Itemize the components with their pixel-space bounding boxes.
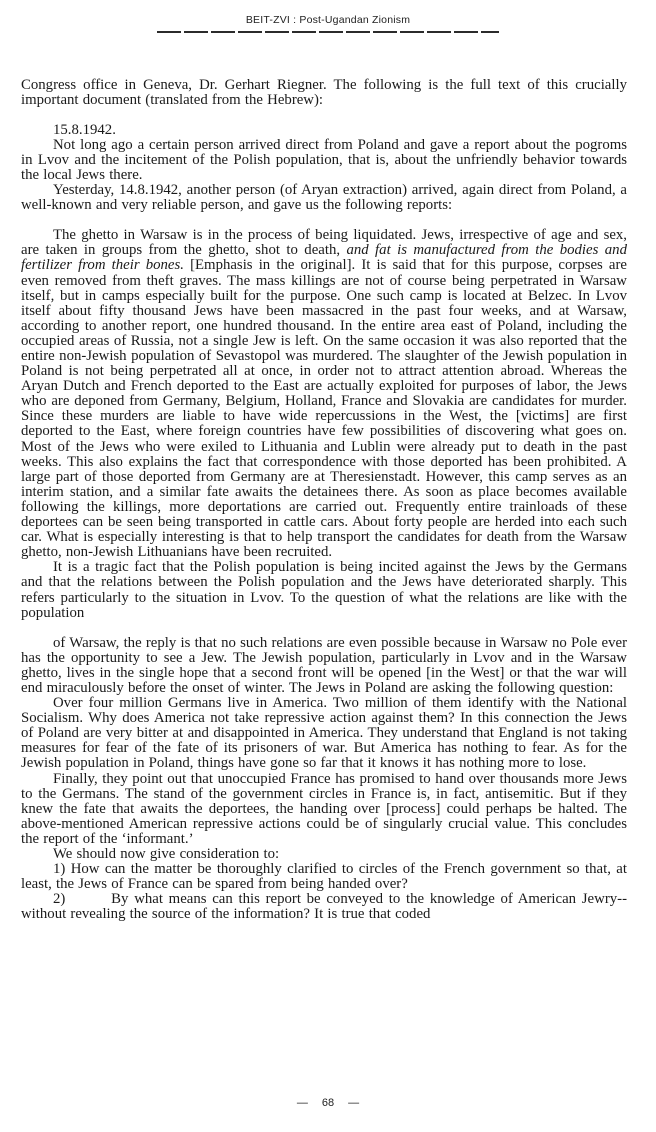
paragraph [21,228,627,560]
footer-dash-left: — [296,1097,308,1109]
text-run: 1) How can the matter be thoroughly clarified to circles of the French government so that, at least, the Jews of France can be spared from being handed over? [21,861,627,893]
footer-dash-right: — [348,1097,360,1109]
text-run: Finally, they point out that unoccupied France has promised to hand over thousands more Jews to the Germans. The stand of the government circles in France is, in fact, antisemitic. But if they knew the fate that awaits the deportees, the handing over [process] could perhaps be halted. The above-mentioned American repressive actions could be of singularly crucial value. This concludes the report of the ‘informant.’ [21,770,627,847]
text-run: [Emphasis in the original]. It is said that for this purpose, corpses are even removed from theft graves. The mass killings are not of course being perpetrated in Warsaw itself, but in camps especially built for the purpose. One such camp is located at Belzec. In Lvov itself about fifty thousand Jews have been massacred in the past four weeks, and at Warsaw, according to another report, one hundred thousand. In the entire area east of Poland, including the occupied areas of Russia, not a single Jew is left. On the same occasion it was also reported that the entire non-Jewish population of Sevastopol was murdered. The slaughter of the Jewish population in Poland is not being perpetrated all at once, in order not to attract attention abroad. Whereas the Aryan Dutch and French deported to the East are actually exploited for purposes of labor, the Jews who are deponed from Germany, Belgium, Holland, France and Slovakia are candidates for murder. Since these murders are liable to have wide repercussions in the West, the [victims] are first deported to the East, where foreign countries have few possibilities of discovering what goes on. Most of the Jews who were exiled to Lithuania and Lublin were already put to death in the past weeks. This also explains the fact that correspondence with those deported has been prohibited. A large part of those deported from Germany are at Theresienstadt. However, this camp serves as an interim station, and a similar fate awaits the detainees there. As soon as place becomes available following the killings, more deportations are carried out. Frequently entire trainloads of these deportees can be seen being transported in cattle cars. About forty people are herded into each such car. What is especially interesting is that to help transport the candidates for death from the Warsaw ghetto, non-Jewish Lithuanians have been recruited. [21,257,627,561]
paragraph [21,847,627,862]
text-run: Over four million Germans live in America. Two million of them identify with the National Socialism. Why does America not take repressive action against them? In this connection the Jews of Poland are very bitter at and disappointed in America. They understand that England is not taking measures for fear of the fate of its prisoners of war. But America has nothing to fear. As for the Jewish population in Poland, things have gone so far that it knows it has nothing more to lose. [21,695,627,772]
paragraph [21,138,627,183]
text-run: of Warsaw, the reply is that no such relations are even possible because in Warsaw no Pole ever has the opportunity to see a Jew. The Jewish population, particularly in Lvov and in the Warsaw ghetto, lives in the single hope that a second front will be opened [in the West] or that the war will end miraculously before the onset of winter. The Jews in Poland are asking the following question: [21,634,627,696]
paragraph [21,636,627,696]
document-body [21,78,627,923]
emphasized-text: and fat is manufactured from the bodies and fertilizer from their bones. [21,242,627,274]
text-run: It is a tragic fact that the Polish population is being incited against the Jews by the Germans and that the relations between the Polish population and the Jews have deteriorated sharply. This refers particularly to the situation in Lvov. To the question of what the relations are like with the population [21,559,627,621]
text-run: The ghetto in Warsaw is in the process of being liquidated. Jews, irrespective of age and sex, are taken in groups from the ghetto, shot to death, [21,227,627,259]
page-footer [0,1097,656,1109]
paragraph [21,78,627,108]
text-run: We should now give consideration to: [53,846,280,862]
paragraph [21,123,627,138]
text-run: Congress office in Geneva, Dr. Gerhart Riegner. The following is the full text of this crucially important document (translated from the Hebrew): [21,76,627,108]
paragraph [21,772,627,847]
text-run: Yesterday, 14.8.1942, another person (of Aryan extraction) arrived, again direct from Poland, a well-known and very reliable person, and gave us the following reports: [21,182,627,214]
page-number: 68 [321,1097,335,1109]
paragraph [21,696,627,771]
paragraph [21,892,627,922]
paragraph [21,560,627,620]
running-header-title: BEIT-ZVI : Post-Ugandan Zionism [245,14,411,26]
paragraph [21,862,627,892]
paragraph [21,183,627,213]
text-run: Not long ago a certain person arrived direct from Poland and gave a report about the pogroms in Lvov and the incitement of the Polish population, that is, about the unfriendly behavior towards the local Jews there. [21,136,627,183]
text-run: 2) By what means can this report be conveyed to the knowledge of American Jewry--without revealing the source of the information? It is true that coded [21,891,627,923]
page-header [0,0,656,33]
text-run: 15.8.1942. [53,121,116,138]
header-rule [157,31,499,33]
